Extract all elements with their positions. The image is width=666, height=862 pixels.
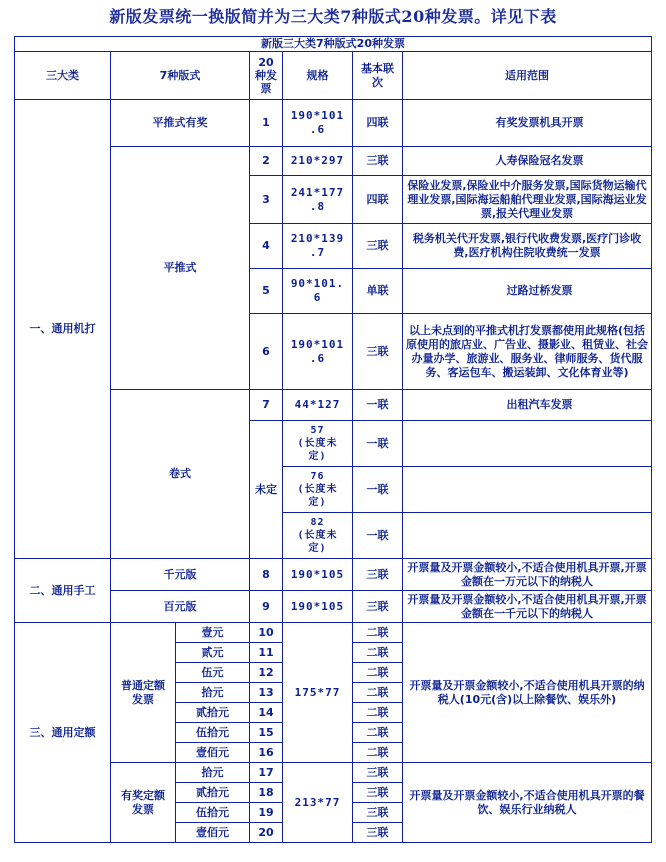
- denomination-cell: 伍元: [176, 663, 250, 683]
- invoice-no: 4: [250, 224, 283, 269]
- denomination-cell: 伍拾元: [176, 723, 250, 743]
- copies-cell: 单联: [353, 269, 403, 314]
- invoice-no: 9: [250, 591, 283, 623]
- copies-cell: 一联: [353, 513, 403, 559]
- format-cell: 平推式有奖: [111, 100, 250, 147]
- copies-cell: 一联: [353, 390, 403, 421]
- format-cell: 卷式: [111, 390, 250, 559]
- col-header-category: 三大类: [15, 52, 111, 100]
- copies-cell: 三联: [353, 803, 403, 823]
- copies-cell: 二联: [353, 743, 403, 763]
- invoice-no: 6: [250, 314, 283, 390]
- format-cell: 平推式: [111, 147, 250, 390]
- scope-cell: 有奖发票机具开票: [403, 100, 652, 147]
- col-header-scope: 适用范围: [403, 52, 652, 100]
- copies-cell: 二联: [353, 683, 403, 703]
- copies-cell: 一联: [353, 421, 403, 467]
- invoice-no: 14: [250, 703, 283, 723]
- invoice-no: 5: [250, 269, 283, 314]
- denomination-cell: 壹佰元: [176, 743, 250, 763]
- spec-cell: 175*77: [283, 623, 353, 763]
- copies-cell: 一联: [353, 467, 403, 513]
- invoice-no: 12: [250, 663, 283, 683]
- invoice-no: 13: [250, 683, 283, 703]
- copies-cell: 二联: [353, 663, 403, 683]
- category-cell: 一、通用机打: [15, 100, 111, 559]
- invoice-no: 10: [250, 623, 283, 643]
- copies-cell: 三联: [353, 823, 403, 843]
- denomination-cell: 壹佰元: [176, 823, 250, 843]
- invoice-no: 7: [250, 390, 283, 421]
- invoice-no: 18: [250, 783, 283, 803]
- scope-cell: 开票量及开票金额较小,不适合使用机具开票,开票金额在一万元以下的纳税人: [403, 559, 652, 591]
- category-cell: 三、通用定额: [15, 623, 111, 843]
- spec-cell: 82 (长度未 定): [283, 513, 353, 559]
- copies-cell: 四联: [353, 176, 403, 224]
- category-cell: 二、通用手工: [15, 559, 111, 623]
- col-header-format: 7种版式: [111, 52, 250, 100]
- copies-cell: 二联: [353, 703, 403, 723]
- copies-cell: 三联: [353, 591, 403, 623]
- copies-cell: 三联: [353, 783, 403, 803]
- copies-cell: 四联: [353, 100, 403, 147]
- scope-cell: [403, 513, 652, 559]
- invoice-no: 3: [250, 176, 283, 224]
- invoice-no: 2: [250, 147, 283, 176]
- col-header-copies: 基本联 次: [353, 52, 403, 100]
- spec-cell: 44*127: [283, 390, 353, 421]
- format-cell: 千元版: [111, 559, 250, 591]
- denomination-cell: 壹元: [176, 623, 250, 643]
- col-header-spec: 规格: [283, 52, 353, 100]
- denomination-cell: 拾元: [176, 763, 250, 783]
- invoice-no: 1: [250, 100, 283, 147]
- invoice-no: 20: [250, 823, 283, 843]
- spec-cell: 213*77: [283, 763, 353, 843]
- format-cell: 普通定额 发票: [111, 623, 176, 763]
- spec-cell: 190*101 .6: [283, 314, 353, 390]
- invoice-no: 未定: [250, 421, 283, 559]
- invoice-no: 19: [250, 803, 283, 823]
- scope-cell: [403, 467, 652, 513]
- col-header-invoice-no: 20 种发 票: [250, 52, 283, 100]
- scope-cell: [403, 421, 652, 467]
- scope-cell: 开票量及开票金额较小,不适合使用机具开票的纳税人(10元(含)以上除餐饮、娱乐外): [403, 623, 652, 763]
- invoice-no: 11: [250, 643, 283, 663]
- spec-cell: 57 (长度未 定): [283, 421, 353, 467]
- copies-cell: 三联: [353, 763, 403, 783]
- format-cell: 有奖定额 发票: [111, 763, 176, 843]
- spec-cell: 190*101 .6: [283, 100, 353, 147]
- invoice-no: 8: [250, 559, 283, 591]
- scope-cell: 人寿保险冠名发票: [403, 147, 652, 176]
- copies-cell: 三联: [353, 314, 403, 390]
- denomination-cell: 贰拾元: [176, 783, 250, 803]
- spec-cell: 190*105: [283, 559, 353, 591]
- spec-cell: 190*105: [283, 591, 353, 623]
- spec-cell: 90*101. 6: [283, 269, 353, 314]
- scope-cell: 开票量及开票金额较小,不适合使用机具开票,开票金额在一千元以下的纳税人: [403, 591, 652, 623]
- copies-cell: 二联: [353, 723, 403, 743]
- scope-cell: 开票量及开票金额较小,不适合使用机具开票的餐饮、娱乐行业纳税人: [403, 763, 652, 843]
- copies-cell: 三联: [353, 559, 403, 591]
- scope-cell: 以上未点到的平推式机打发票都使用此规格(包括原使用的旅店业、广告业、摄影业、租赁业、社会办量办学、旅游业、服务业、律师服务、货代服务、客运包车、搬运装卸、文化体育业等): [403, 314, 652, 390]
- denomination-cell: 贰元: [176, 643, 250, 663]
- denomination-cell: 贰拾元: [176, 703, 250, 723]
- scope-cell: 税务机关代开发票,银行代收费发票,医疗门诊收费,医疗机构住院收费统一发票: [403, 224, 652, 269]
- denomination-cell: 拾元: [176, 683, 250, 703]
- scope-cell: 保险业发票,保险业中介服务发票,国际货物运输代理业发票,国际海运船舶代理业发票,国际海运业发票,报关代理业发票: [403, 176, 652, 224]
- invoice-no: 16: [250, 743, 283, 763]
- table-banner: 新版三大类7种版式20种发票: [15, 37, 652, 52]
- spec-cell: 210*297: [283, 147, 353, 176]
- copies-cell: 三联: [353, 224, 403, 269]
- format-cell: 百元版: [111, 591, 250, 623]
- denomination-cell: 伍拾元: [176, 803, 250, 823]
- spec-cell: 210*139 .7: [283, 224, 353, 269]
- invoice-no: 15: [250, 723, 283, 743]
- scope-cell: 出租汽车发票: [403, 390, 652, 421]
- invoice-table: [14, 36, 652, 843]
- copies-cell: 二联: [353, 643, 403, 663]
- spec-cell: 76 (长度未 定): [283, 467, 353, 513]
- page-title: 新版发票统一换版简并为三大类7种版式20种发票。详见下表: [109, 7, 557, 26]
- copies-cell: 三联: [353, 147, 403, 176]
- invoice-no: 17: [250, 763, 283, 783]
- scope-cell: 过路过桥发票: [403, 269, 652, 314]
- copies-cell: 二联: [353, 623, 403, 643]
- spec-cell: 241*177 .8: [283, 176, 353, 224]
